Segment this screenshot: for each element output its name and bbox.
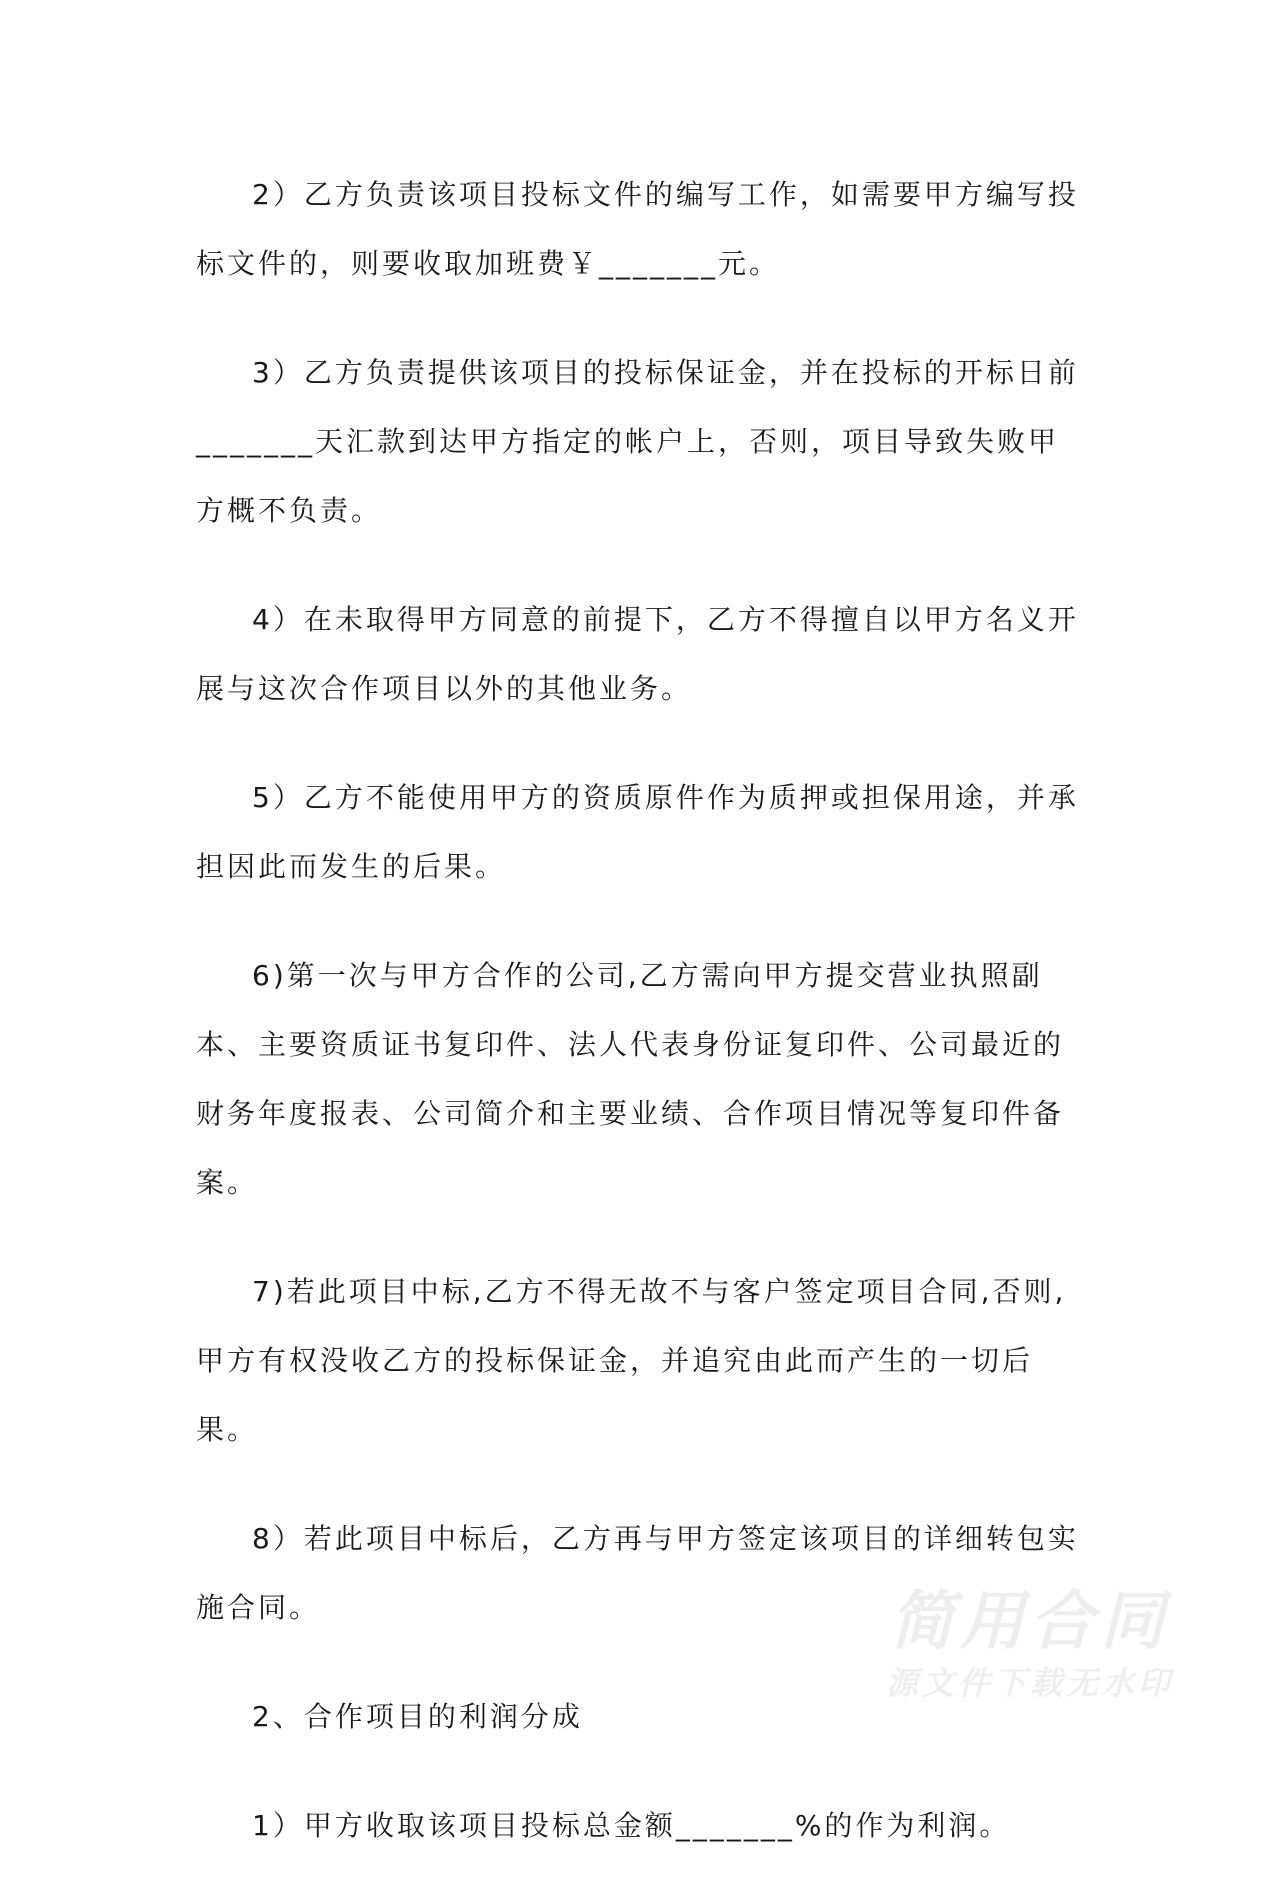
document-body (196, 160, 1086, 1900)
clause-4-no-other-business: 4）在未取得甲方同意的前提下，乙方不得擅自以甲方名义开展与这次合作项目以外的其他业务。 (196, 603, 1079, 705)
watermark-title: 简用合同 (890, 1585, 1170, 1659)
clause-1-profit-percentage: 1）甲方收取该项目投标总金额_______%的作为利润。 (252, 1809, 1011, 1842)
clause-7-contract-obligation: 7)若此项目中标,乙方不得无故不与客户签定项目合同,否则,甲方有权没收乙方的投标保证金，并追究由此而产生的一切后果。 (196, 1275, 1067, 1446)
clause-5-no-pledge: 5）乙方不能使用甲方的资质原件作为质押或担保用途，并承担因此而发生的后果。 (196, 781, 1079, 883)
clause-6-documents: 6)第一次与甲方合作的公司,乙方需向甲方提交营业执照副本、主要资质证书复印件、法人代表身份证复印件、公司最近的财务年度报表、公司简介和主要业绩、合作项目情况等复印件备案。 (196, 959, 1065, 1199)
watermark-subtitle: 源文件下载无水印 (886, 1664, 1175, 1702)
section-profit-sharing-heading: 2、合作项目的利润分成 (252, 1700, 583, 1733)
clause-2-drafting: 2）乙方负责该项目投标文件的编写工作，如需要甲方编写投标文件的，则要收取加班费￥_______元。 (196, 178, 1079, 280)
clause-8-subcontract: 8）若此项目中标后，乙方再与甲方签定该项目的详细转包实施合同。 (196, 1522, 1079, 1624)
clause-3-bid-deposit: 3）乙方负责提供该项目的投标保证金，并在投标的开标日前_______天汇款到达甲方指定的帐户上，否则，项目导致失败甲方概不负责。 (196, 356, 1079, 527)
